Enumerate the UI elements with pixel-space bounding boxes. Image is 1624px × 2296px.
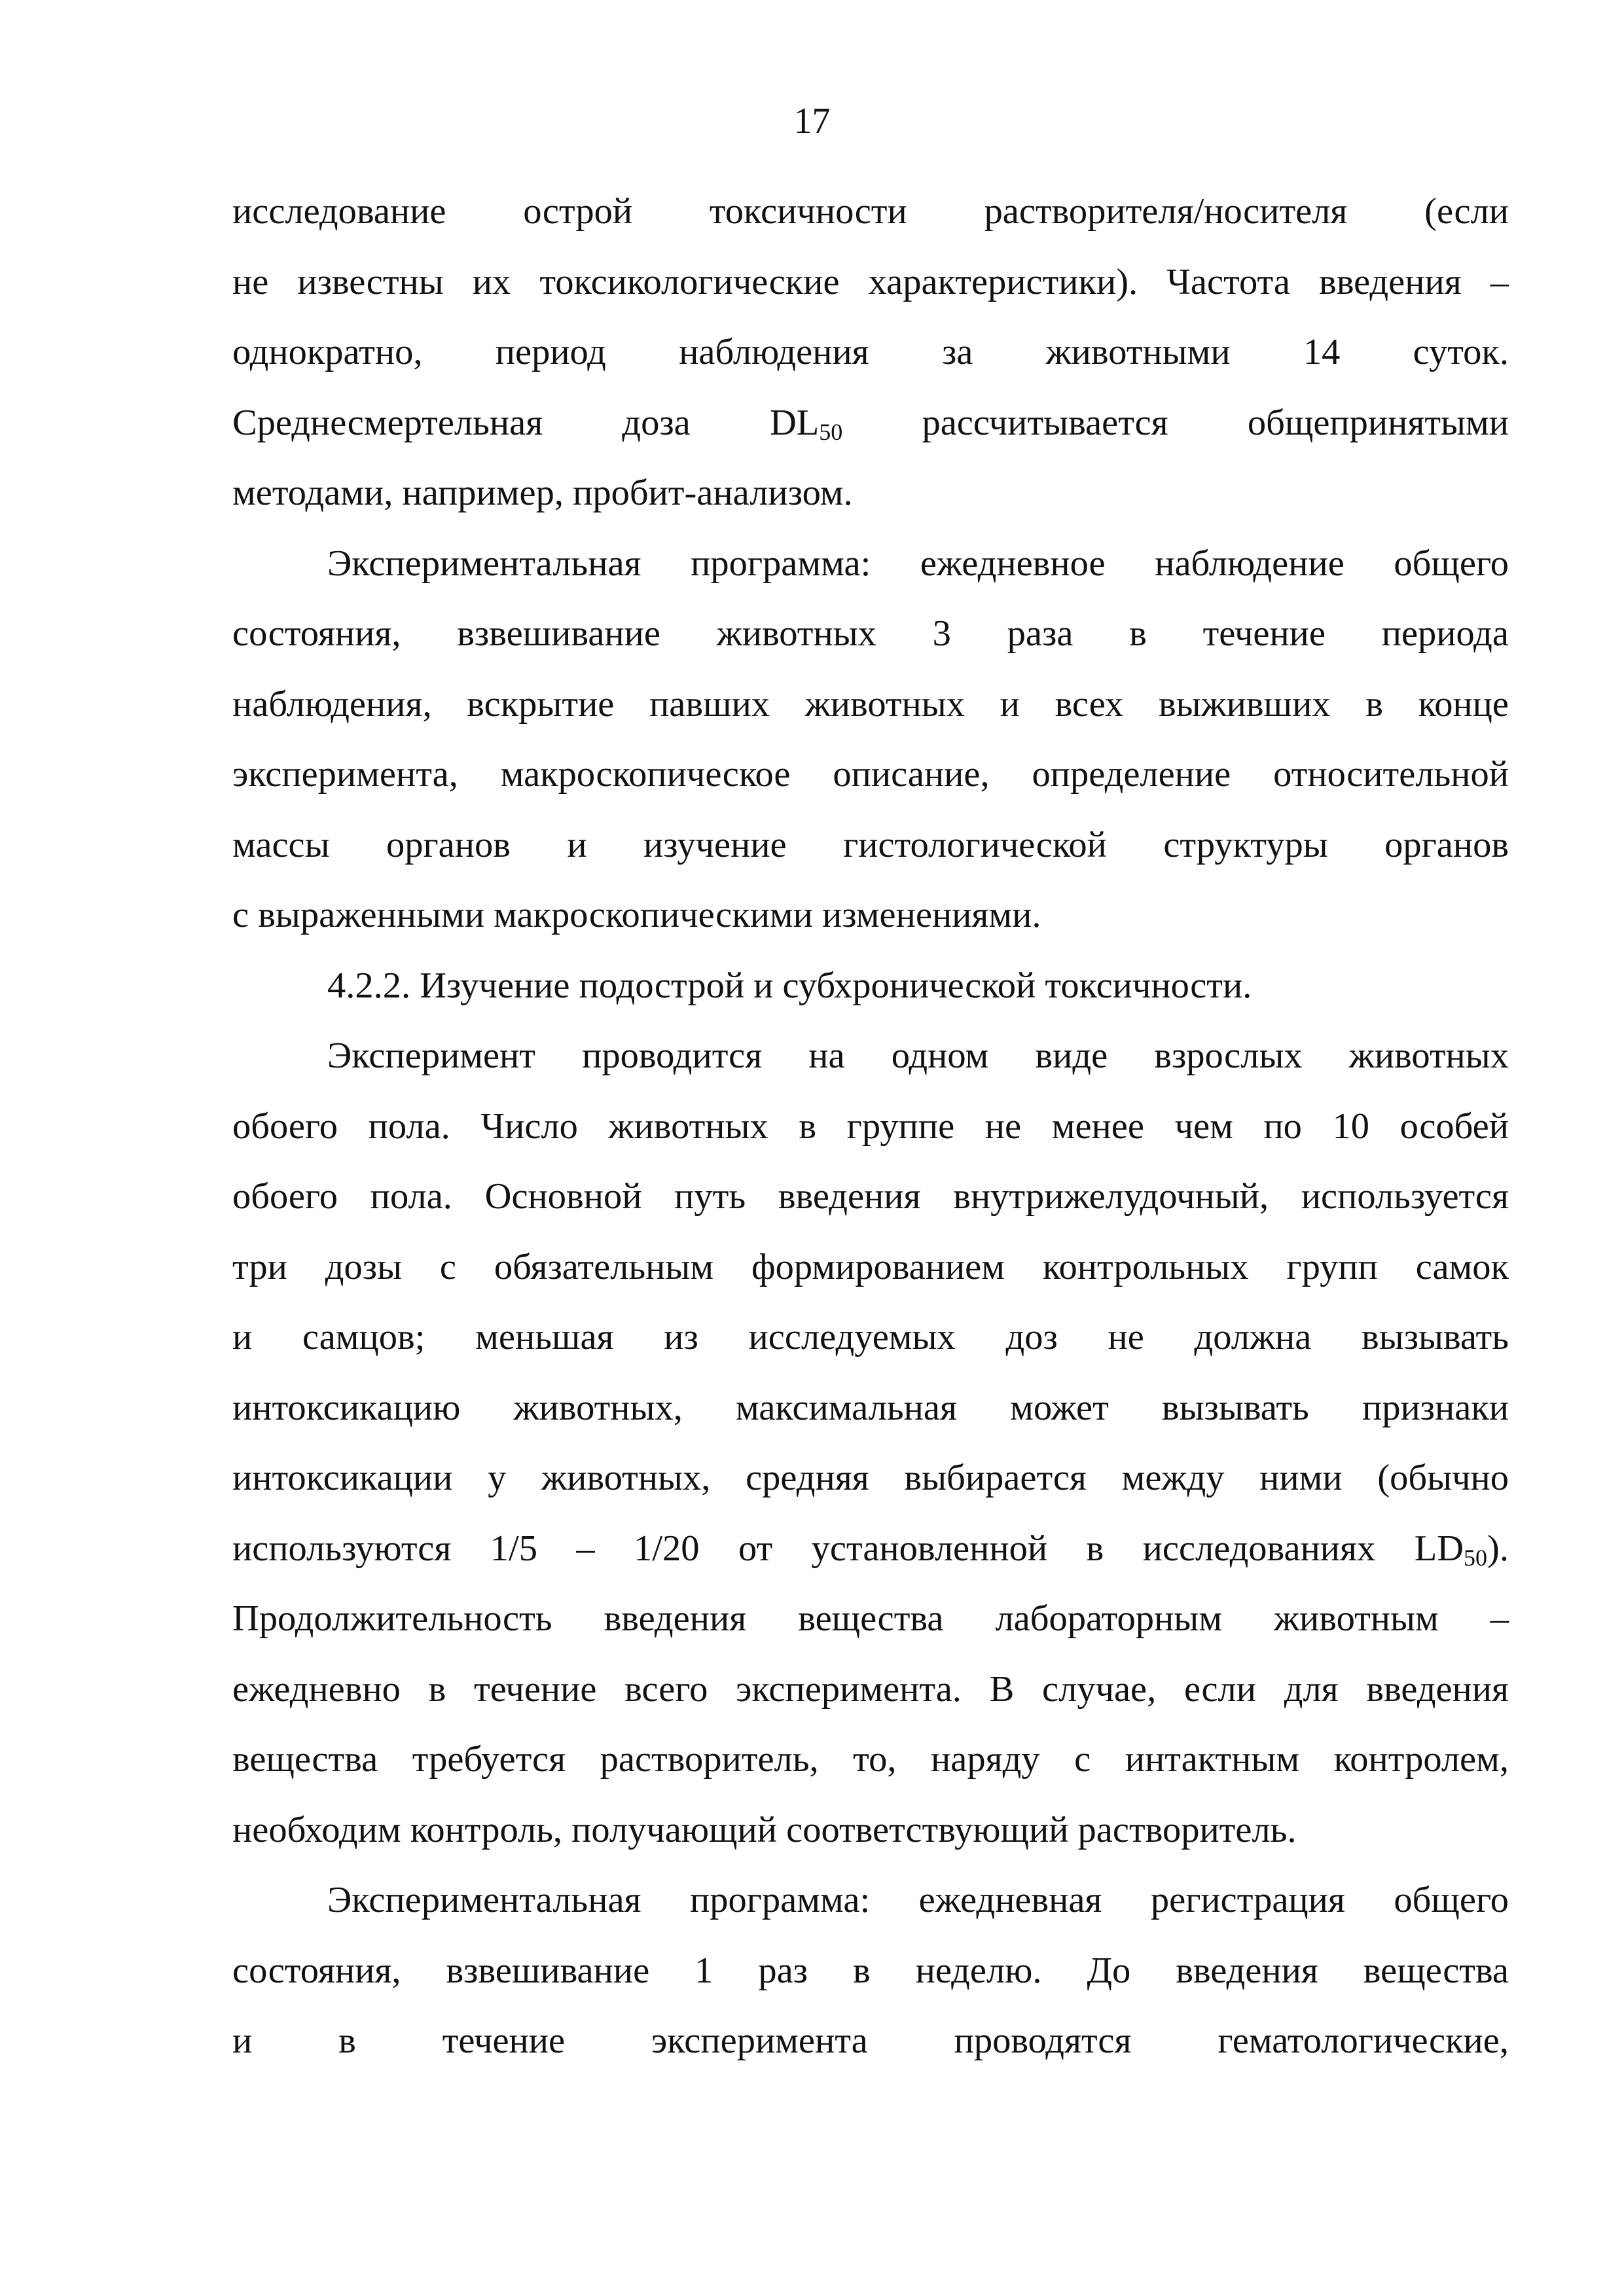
text-line: интоксикацию животных, максимальная может вызывать признаки <box>232 1387 1509 1428</box>
text-line: 4.2.2. Изучение подострой и субхронической токсичности. <box>327 965 1252 1006</box>
text-line: с выраженными макроскопическими изменениями. <box>232 895 1041 935</box>
text-segment: рассчитывается общепринятыми <box>842 402 1509 443</box>
text-segment: ). <box>1487 1528 1509 1569</box>
text-segment: Среднесмертельная доза DL <box>232 402 820 443</box>
text-segment: используются 1/5 – 1/20 от установленной в исследованиях LD <box>232 1528 1464 1569</box>
document-body <box>232 177 1509 2077</box>
text-line: методами, например, пробит-анализом. <box>232 473 853 513</box>
text-line: не известны их токсикологические характеристики). Частота введения – <box>232 261 1509 302</box>
text-line: обоего пола. Число животных в группе не менее чем по 10 особей <box>232 1105 1509 1147</box>
subscript: 50 <box>819 418 843 445</box>
text-line: и самцов; меньшая из исследуемых доз не должна вызывать <box>232 1317 1509 1357</box>
paragraph-3 <box>232 951 1509 1022</box>
paragraph-1 <box>232 177 1509 529</box>
text-line: интоксикации у животных, средняя выбирается между ними (обычно <box>232 1458 1509 1498</box>
text-line: ежедневно в течение всего эксперимента. В случае, если для введения <box>232 1668 1509 1710</box>
text-line: наблюдения, вскрытие павших животных и всех выживших в конце <box>232 683 1509 725</box>
text-line: Экспериментальная программа: ежедневная регистрация общего <box>327 1880 1509 1920</box>
text-line: вещества требуется растворитель, то, наряду с интактным контролем, <box>232 1739 1509 1780</box>
text-line: Эксперимент проводится на одном виде взрослых животных <box>327 1035 1509 1076</box>
text-line: обоего пола. Основной путь введения внутрижелудочный, используется <box>232 1176 1509 1217</box>
text-line: массы органов и изучение гистологической структуры органов <box>232 824 1509 865</box>
text-line <box>232 388 1509 459</box>
paragraph-5 <box>232 1865 1509 2077</box>
subscript: 50 <box>1464 1544 1488 1571</box>
text-line: эксперимента, макроскопическое описание, определение относительной <box>232 754 1509 795</box>
text-line: Продолжительность введения вещества лабораторным животным – <box>232 1598 1509 1639</box>
page-number: 17 <box>793 101 831 141</box>
text-line: Экспериментальная программа: ежедневное наблюдение общего <box>327 543 1509 584</box>
text-line: состояния, взвешивание 1 раз в неделю. До введения вещества <box>232 1950 1509 1991</box>
paragraph-4 <box>232 1021 1509 1865</box>
paragraph-2 <box>232 529 1509 951</box>
text-line: состояния, взвешивание животных 3 раза в течение периода <box>232 613 1509 654</box>
text-line: необходим контроль, получающий соответствующий растворитель. <box>232 1809 1297 1850</box>
text-line <box>232 1514 1509 1585</box>
text-line: исследование острой токсичности растворителя/носителя (если <box>232 191 1509 232</box>
text-line: три дозы с обязательным формированием контрольных групп самок <box>232 1246 1509 1287</box>
text-line: однократно, период наблюдения за животными 14 суток. <box>232 332 1509 372</box>
text-line: и в течение эксперимента проводятся гематологические, <box>232 2020 1509 2061</box>
